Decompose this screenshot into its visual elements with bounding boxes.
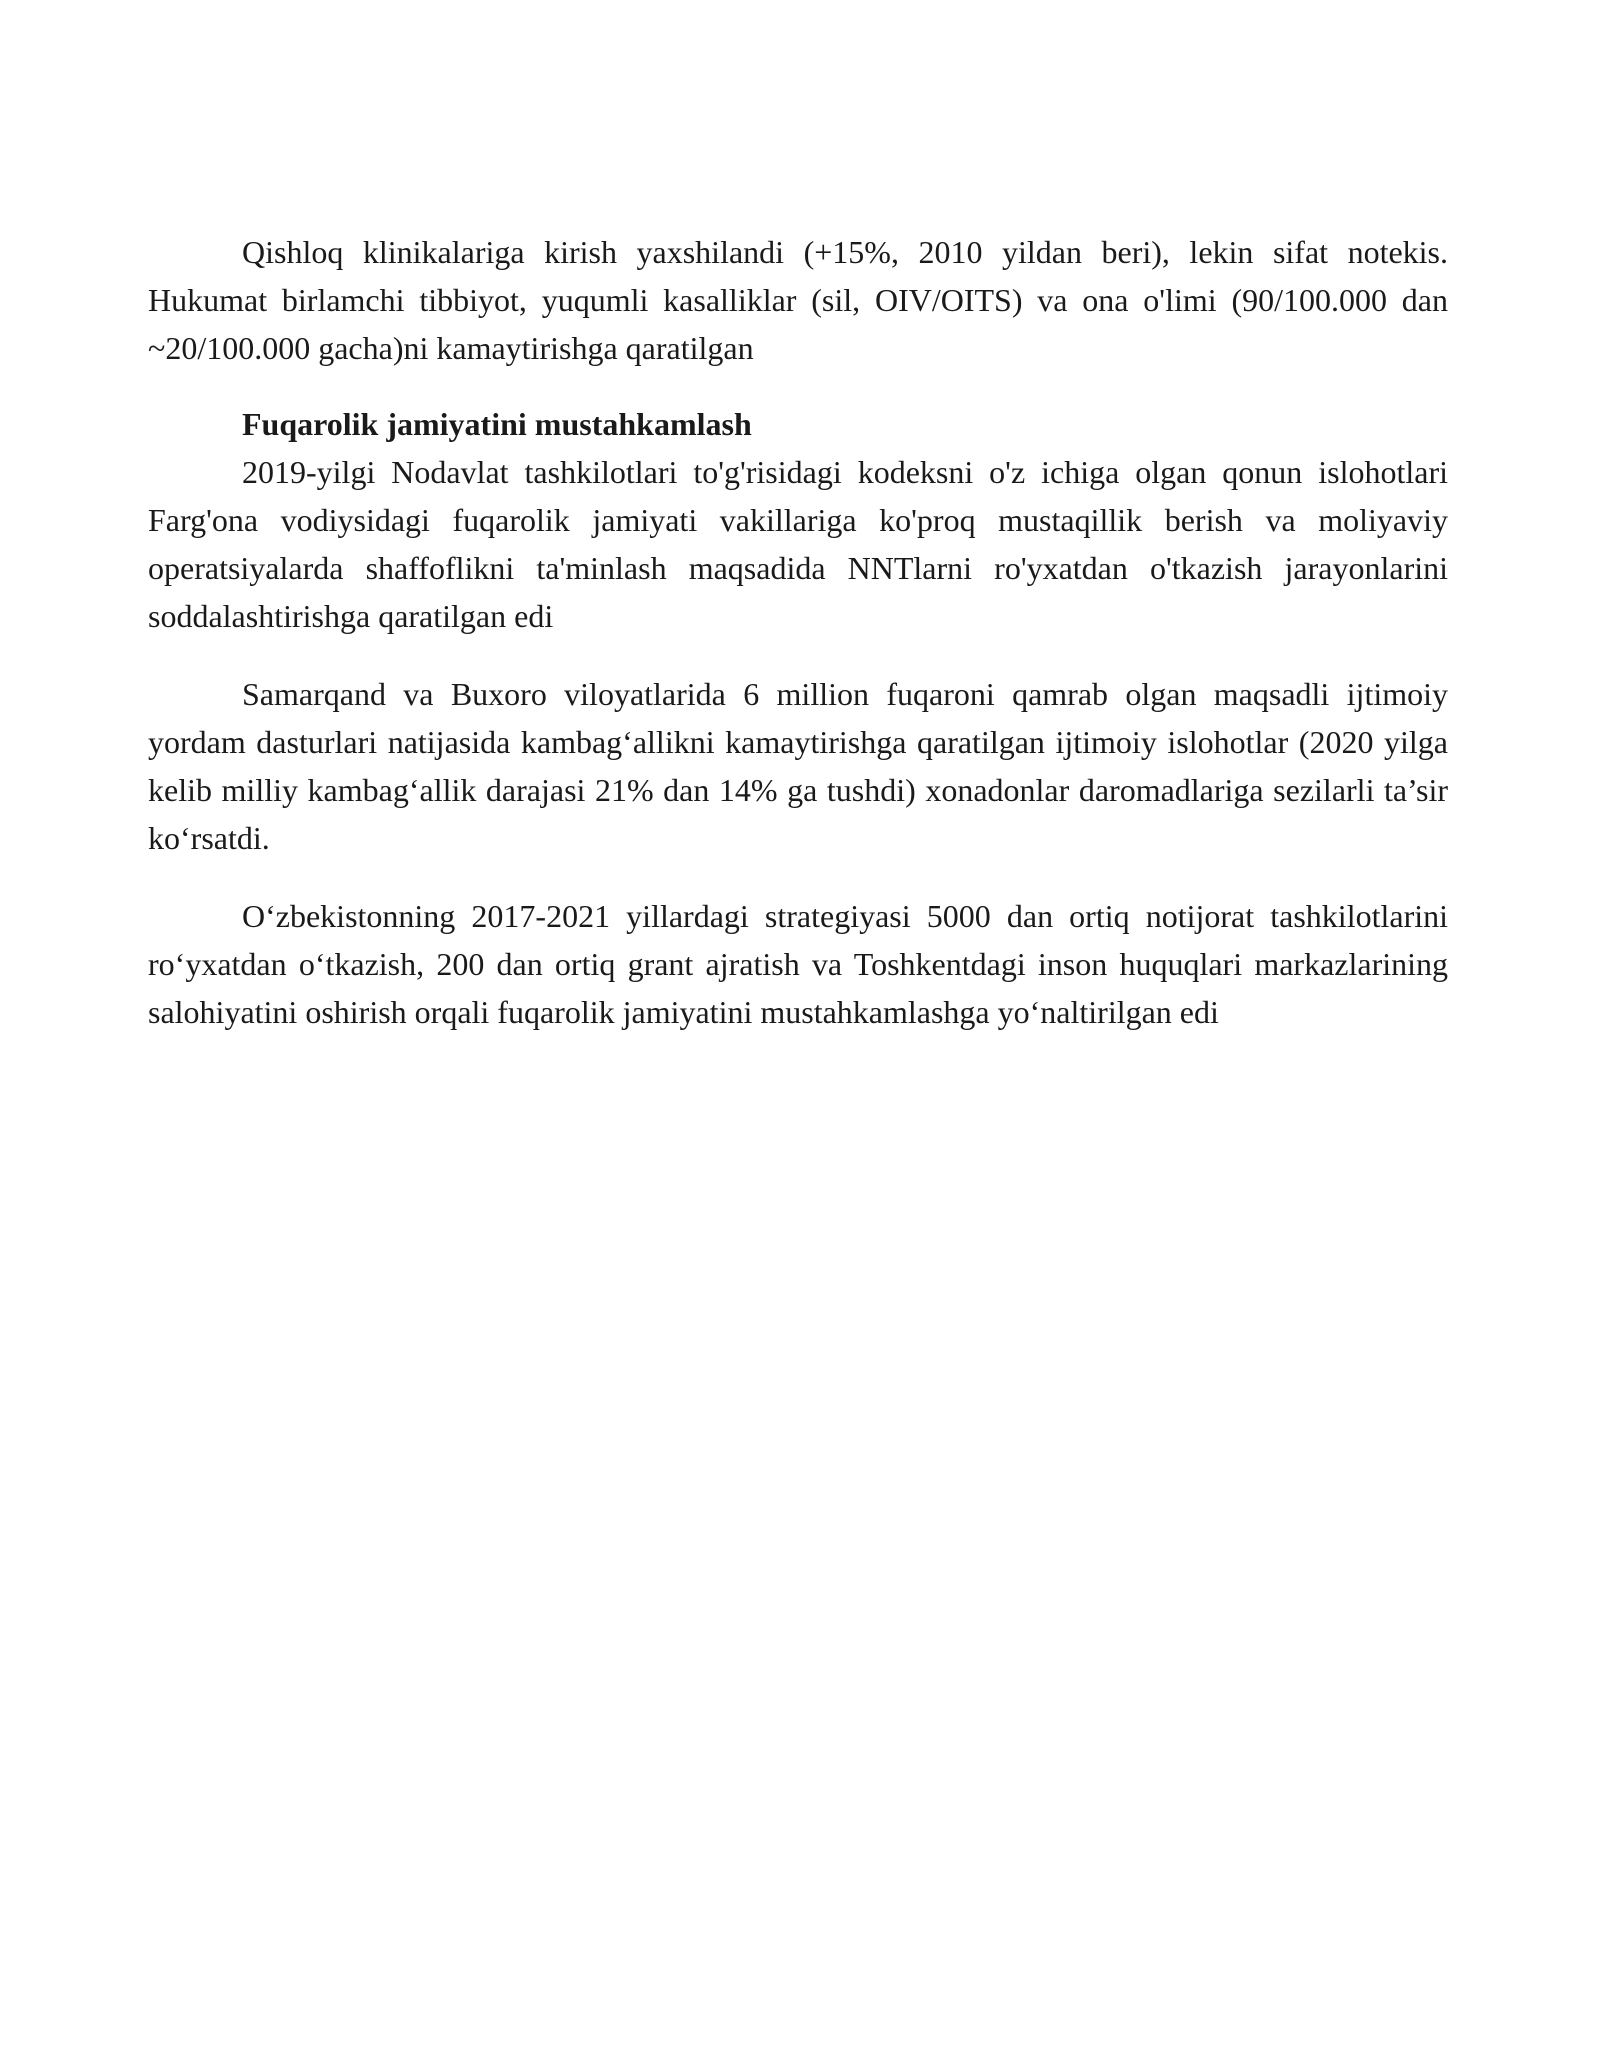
section-heading: Fuqarolik jamiyatini mustahkamlash [242, 406, 752, 442]
document-page [148, 228, 1448, 1036]
paragraph-legal-reforms: 2019-yilgi Nodavlat tashkilotlari to'g'risidagi kodeksni o'z ichiga olgan qonun islohotlari Farg'ona vodiysidagi fuqarolik jamiyati vakillariga ko'proq mustaqillik berish va moliyaviy operatsiyalarda shaffoflikni ta'minlash maqsadida NNTlarni ro'yxatdan o'tkazish jarayonlarini soddalashtirishga qaratilgan edi [148, 454, 1448, 634]
paragraph-healthcare: Qishloq klinikalariga kirish yaxshilandi (+15%, 2010 yildan beri), lekin sifat notekis. Hukumat birlamchi tibbiyot, yuqumli kasalliklar (sil, OIV/OITS) va ona o'limi (90/100.000 dan ~20/100.000 gacha)ni kamaytirishga qaratilgan [148, 234, 1448, 366]
paragraph-social-reforms: Samarqand va Buxoro viloyatlarida 6 million fuqaroni qamrab olgan maqsadli ijtimoiy yordam dasturlari natijasida kambag‘allikni kamaytirishga qaratilgan ijtimoiy islohotlar (2020 yilga kelib milliy kambag‘allik darajasi 21% dan 14% ga tushdi) xonadonlar daromadlariga sezilarli ta’sir ko‘rsatdi. [148, 676, 1448, 856]
paragraph-strategy: O‘zbekistonning 2017-2021 yillardagi strategiyasi 5000 dan ortiq notijorat tashkilotlarini ro‘yxatdan o‘tkazish, 200 dan ortiq grant ajratish va Toshkentdagi inson huquqlari markazlarining salohiyatini oshirish orqali fuqarolik jamiyatini mustahkamlashga yo‘naltirilgan edi [148, 898, 1448, 1030]
